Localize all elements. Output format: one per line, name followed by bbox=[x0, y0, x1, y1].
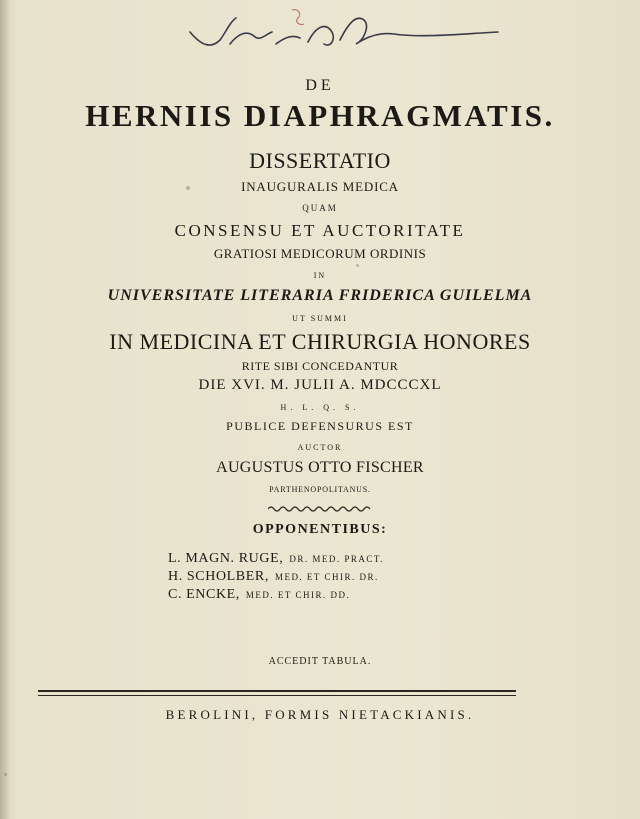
opponent-name: C. ENCKE, bbox=[168, 587, 240, 602]
author-name: AUGUSTUS OTTO FISCHER bbox=[216, 459, 424, 476]
university-name: UNIVERSITATE LITERARIA FRIDERICA GUILELMA bbox=[107, 287, 533, 304]
text-line-ut-summi: UT SUMMI bbox=[292, 314, 348, 323]
opponent-row bbox=[168, 550, 384, 566]
opponent-title: MED. ET CHIR. DR. bbox=[274, 572, 379, 582]
text-line-rite: RITE SIBI CONCEDANTUR bbox=[241, 359, 399, 373]
text-line-consensu: CONSENSU ET AUCTORITATE bbox=[174, 221, 466, 240]
author-origin: PARTHENOPOLITANUS. bbox=[269, 485, 371, 494]
text-line-auctor: AUCTOR bbox=[297, 443, 343, 452]
double-rule-thick bbox=[38, 690, 516, 692]
opponent-title: MED. ET CHIR. DD. bbox=[245, 590, 351, 600]
opponent-row bbox=[168, 568, 379, 584]
text-line-hlqs: H. L. Q. S. bbox=[280, 403, 360, 412]
text-line-honores: IN MEDICINA ET CHIRURGIA HONORES bbox=[109, 329, 531, 354]
paper-speck bbox=[4, 773, 7, 776]
opponent-row bbox=[168, 586, 350, 602]
opponent-title: DR. MED. PRACT. bbox=[289, 554, 384, 564]
paper-speck bbox=[186, 186, 190, 190]
opponent-name: L. MAGN. RUGE, bbox=[168, 551, 284, 566]
paper-speck bbox=[356, 264, 359, 267]
text-line-gratiosi: GRATIOSI MEDICORUM ORDINIS bbox=[213, 246, 427, 261]
opponent-name: H. SCHOLBER, bbox=[168, 569, 269, 584]
text-line-publice: PUBLICE DEFENSURUS EST bbox=[226, 419, 414, 433]
text-line-in: IN bbox=[313, 271, 327, 280]
text-line-quam: QUAM bbox=[302, 203, 338, 213]
opponents-heading: OPPONENTIBUS: bbox=[252, 522, 388, 537]
wavy-ornament bbox=[268, 505, 372, 513]
accedit-tabula: ACCEDIT TABULA. bbox=[268, 656, 372, 667]
defense-date: DIE XVI. M. JULII A. MDCCCXL bbox=[198, 377, 442, 393]
dissertation-title: HERNIIS DIAPHRAGMATIS. bbox=[85, 98, 555, 133]
double-rule-thin bbox=[38, 695, 516, 696]
title-preposition: DE bbox=[305, 77, 335, 94]
document-type: DISSERTATIO bbox=[249, 148, 391, 173]
document-subtype: INAUGURALIS MEDICA bbox=[241, 179, 399, 194]
imprint: BEROLINI, FORMIS NIETACKIANIS. bbox=[165, 707, 475, 722]
handwritten-signature bbox=[180, 4, 510, 64]
